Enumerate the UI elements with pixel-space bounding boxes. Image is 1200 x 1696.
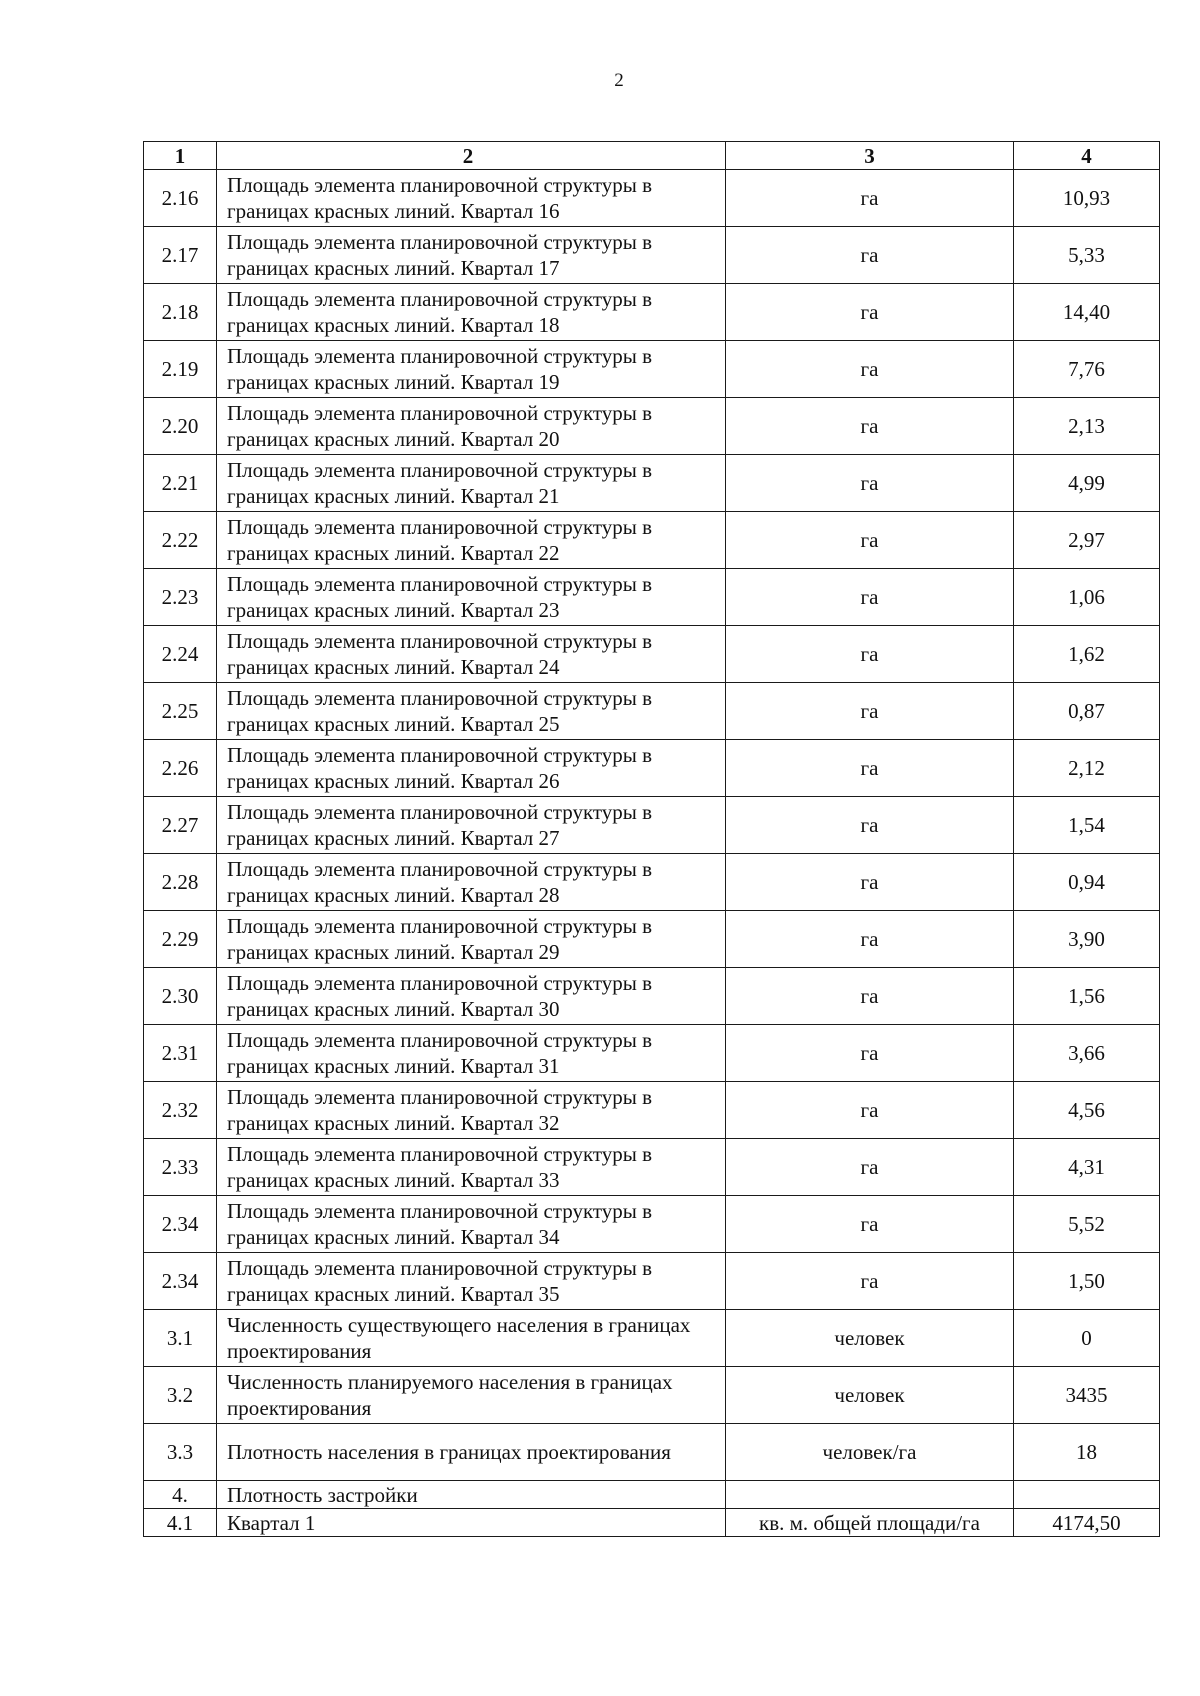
row-name-cell: Площадь элемента планировочной структуры в границах красных линий. Квартал 35 <box>217 1253 726 1310</box>
row-unit-cell: человек <box>726 1310 1014 1367</box>
row-value-cell: 4174,50 <box>1014 1509 1160 1537</box>
row-value-cell: 5,52 <box>1014 1196 1160 1253</box>
row-number-cell: 4.1 <box>144 1509 217 1537</box>
table-row <box>144 227 1160 284</box>
row-value-cell: 1,54 <box>1014 797 1160 854</box>
row-value-cell: 0 <box>1014 1310 1160 1367</box>
row-number-cell: 2.24 <box>144 626 217 683</box>
row-name-cell: Площадь элемента планировочной структуры в границах красных линий. Квартал 31 <box>217 1025 726 1082</box>
row-value-cell: 14,40 <box>1014 284 1160 341</box>
row-unit-cell: человек <box>726 1367 1014 1424</box>
column-header-2: 2 <box>217 142 726 170</box>
row-value-cell: 2,97 <box>1014 512 1160 569</box>
table-row <box>144 170 1160 227</box>
row-number-cell: 2.32 <box>144 1082 217 1139</box>
table-row <box>144 1025 1160 1082</box>
row-unit-cell: га <box>726 683 1014 740</box>
row-unit-cell <box>726 1481 1014 1509</box>
row-unit-cell: га <box>726 341 1014 398</box>
row-number-cell: 2.26 <box>144 740 217 797</box>
row-unit-cell: га <box>726 1196 1014 1253</box>
table-row <box>144 455 1160 512</box>
column-header-4: 4 <box>1014 142 1160 170</box>
table-row <box>144 1481 1160 1509</box>
table-row <box>144 569 1160 626</box>
table-row <box>144 1082 1160 1139</box>
table-row <box>144 968 1160 1025</box>
row-unit-cell: га <box>726 398 1014 455</box>
table-row <box>144 398 1160 455</box>
table-row <box>144 1310 1160 1367</box>
row-number-cell: 3.1 <box>144 1310 217 1367</box>
row-unit-cell: человек/га <box>726 1424 1014 1481</box>
row-name-cell: Площадь элемента планировочной структуры в границах красных линий. Квартал 28 <box>217 854 726 911</box>
row-number-cell: 2.34 <box>144 1253 217 1310</box>
row-value-cell: 4,56 <box>1014 1082 1160 1139</box>
row-name-cell: Площадь элемента планировочной структуры в границах красных линий. Квартал 25 <box>217 683 726 740</box>
row-value-cell: 3,66 <box>1014 1025 1160 1082</box>
row-number-cell: 2.17 <box>144 227 217 284</box>
row-name-cell: Площадь элемента планировочной структуры в границах красных линий. Квартал 19 <box>217 341 726 398</box>
row-value-cell: 18 <box>1014 1424 1160 1481</box>
row-value-cell: 1,62 <box>1014 626 1160 683</box>
row-name-cell: Площадь элемента планировочной структуры в границах красных линий. Квартал 21 <box>217 455 726 512</box>
row-unit-cell: га <box>726 911 1014 968</box>
row-number-cell: 2.19 <box>144 341 217 398</box>
row-number-cell: 2.28 <box>144 854 217 911</box>
table-row <box>144 1253 1160 1310</box>
table-row <box>144 1509 1160 1537</box>
row-value-cell: 3435 <box>1014 1367 1160 1424</box>
row-number-cell: 2.34 <box>144 1196 217 1253</box>
row-number-cell: 2.21 <box>144 455 217 512</box>
row-number-cell: 2.25 <box>144 683 217 740</box>
row-name-cell: Площадь элемента планировочной структуры в границах красных линий. Квартал 22 <box>217 512 726 569</box>
row-unit-cell: га <box>726 1253 1014 1310</box>
row-unit-cell: га <box>726 170 1014 227</box>
row-unit-cell: га <box>726 626 1014 683</box>
row-number-cell: 2.33 <box>144 1139 217 1196</box>
row-name-cell: Численность существующего населения в границах проектирования <box>217 1310 726 1367</box>
row-unit-cell: га <box>726 740 1014 797</box>
row-unit-cell: га <box>726 797 1014 854</box>
row-value-cell: 7,76 <box>1014 341 1160 398</box>
row-name-cell: Площадь элемента планировочной структуры в границах красных линий. Квартал 27 <box>217 797 726 854</box>
row-value-cell: 2,12 <box>1014 740 1160 797</box>
row-unit-cell: га <box>726 968 1014 1025</box>
table-row <box>144 1139 1160 1196</box>
indicators-table <box>143 141 1160 1537</box>
row-name-cell: Площадь элемента планировочной структуры в границах красных линий. Квартал 20 <box>217 398 726 455</box>
row-value-cell: 3,90 <box>1014 911 1160 968</box>
row-name-cell: Площадь элемента планировочной структуры в границах красных линий. Квартал 33 <box>217 1139 726 1196</box>
table-row <box>144 1367 1160 1424</box>
table-row <box>144 1196 1160 1253</box>
row-value-cell: 10,93 <box>1014 170 1160 227</box>
row-value-cell: 5,33 <box>1014 227 1160 284</box>
table-row <box>144 512 1160 569</box>
table-row <box>144 797 1160 854</box>
table-row <box>144 341 1160 398</box>
row-name-cell: Площадь элемента планировочной структуры в границах красных линий. Квартал 16 <box>217 170 726 227</box>
row-number-cell: 2.18 <box>144 284 217 341</box>
row-name-cell: Площадь элемента планировочной структуры в границах красных линий. Квартал 30 <box>217 968 726 1025</box>
row-unit-cell: га <box>726 854 1014 911</box>
column-header-1: 1 <box>144 142 217 170</box>
table-row <box>144 740 1160 797</box>
row-name-cell: Квартал 1 <box>217 1509 726 1537</box>
table-row <box>144 683 1160 740</box>
row-name-cell: Площадь элемента планировочной структуры в границах красных линий. Квартал 26 <box>217 740 726 797</box>
row-number-cell: 2.16 <box>144 170 217 227</box>
row-unit-cell: га <box>726 512 1014 569</box>
row-value-cell: 0,87 <box>1014 683 1160 740</box>
row-number-cell: 4. <box>144 1481 217 1509</box>
column-header-3: 3 <box>726 142 1014 170</box>
row-name-cell: Плотность застройки <box>217 1481 726 1509</box>
row-number-cell: 3.2 <box>144 1367 217 1424</box>
row-name-cell: Площадь элемента планировочной структуры в границах красных линий. Квартал 29 <box>217 911 726 968</box>
page-number: 2 <box>614 70 624 91</box>
row-unit-cell: га <box>726 284 1014 341</box>
table-row <box>144 626 1160 683</box>
table-body <box>144 170 1160 1537</box>
table-row <box>144 1424 1160 1481</box>
table-row <box>144 854 1160 911</box>
row-number-cell: 2.23 <box>144 569 217 626</box>
row-number-cell: 2.22 <box>144 512 217 569</box>
row-unit-cell: га <box>726 455 1014 512</box>
row-name-cell: Площадь элемента планировочной структуры в границах красных линий. Квартал 23 <box>217 569 726 626</box>
row-value-cell: 1,56 <box>1014 968 1160 1025</box>
row-number-cell: 3.3 <box>144 1424 217 1481</box>
row-number-cell: 2.20 <box>144 398 217 455</box>
row-number-cell: 2.29 <box>144 911 217 968</box>
table-header-row <box>144 142 1160 170</box>
row-unit-cell: га <box>726 1139 1014 1196</box>
row-unit-cell: га <box>726 227 1014 284</box>
row-name-cell: Численность планируемого населения в границах проектирования <box>217 1367 726 1424</box>
row-unit-cell: га <box>726 1025 1014 1082</box>
row-name-cell: Площадь элемента планировочной структуры в границах красных линий. Квартал 32 <box>217 1082 726 1139</box>
row-value-cell <box>1014 1481 1160 1509</box>
table-row <box>144 911 1160 968</box>
row-value-cell: 4,99 <box>1014 455 1160 512</box>
row-value-cell: 1,06 <box>1014 569 1160 626</box>
row-number-cell: 2.30 <box>144 968 217 1025</box>
row-value-cell: 0,94 <box>1014 854 1160 911</box>
row-name-cell: Площадь элемента планировочной структуры в границах красных линий. Квартал 34 <box>217 1196 726 1253</box>
row-unit-cell: га <box>726 1082 1014 1139</box>
row-name-cell: Площадь элемента планировочной структуры в границах красных линий. Квартал 18 <box>217 284 726 341</box>
row-value-cell: 1,50 <box>1014 1253 1160 1310</box>
row-number-cell: 2.27 <box>144 797 217 854</box>
row-name-cell: Площадь элемента планировочной структуры в границах красных линий. Квартал 24 <box>217 626 726 683</box>
row-value-cell: 4,31 <box>1014 1139 1160 1196</box>
row-unit-cell: кв. м. общей площади/га <box>726 1509 1014 1537</box>
table-row <box>144 284 1160 341</box>
row-name-cell: Плотность населения в границах проектирования <box>217 1424 726 1481</box>
row-number-cell: 2.31 <box>144 1025 217 1082</box>
row-name-cell: Площадь элемента планировочной структуры в границах красных линий. Квартал 17 <box>217 227 726 284</box>
row-unit-cell: га <box>726 569 1014 626</box>
row-value-cell: 2,13 <box>1014 398 1160 455</box>
